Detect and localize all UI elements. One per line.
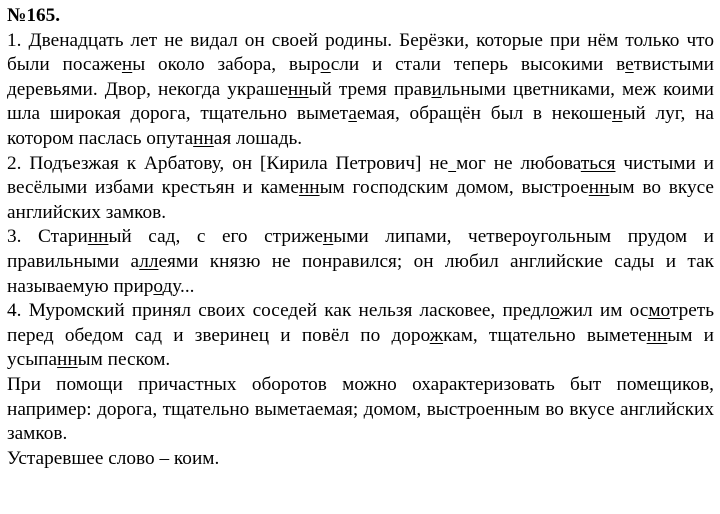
underlined-letters: нн	[87, 226, 109, 248]
text-segment: ым господским домом, выстрое	[319, 177, 589, 199]
text-segment: мог не любова	[456, 152, 581, 174]
text-segment: При помощи причастных оборотов можно охарактеризовать быт помещиков, например: дорога, тщательно выметаемая; домом, выстроенным во вкусе английских замков.	[7, 373, 714, 445]
text-segment: чистыми и весёлыми избами крестьян и каме	[7, 152, 714, 199]
paragraph-3	[7, 225, 714, 299]
text-segment: льными цветниками, меж коими шла широкая дорога, тщательно вымет	[7, 78, 715, 125]
underlined-letters: нн	[193, 127, 214, 149]
text-segment: твистыми деревьями. Двор, некогда украше	[7, 54, 714, 100]
text-segment: ым и усыпа	[7, 324, 714, 371]
underlined-letters: ться	[580, 152, 616, 174]
text-segment: ым песком.	[77, 349, 171, 371]
text-segment: ы около забора, выр	[132, 54, 321, 76]
underlined-letters: о	[153, 275, 163, 297]
text-segment: ый сад, с его стриже	[108, 226, 323, 248]
underlined-letters: нн	[57, 349, 78, 371]
text-segment: еями князю не понравился; он любил английские сады и так называемую прир	[7, 250, 714, 297]
text-segment: жил им ос	[559, 300, 649, 322]
underlined-letters: е	[625, 54, 634, 76]
exercise-number: №165.	[7, 5, 61, 26]
text-segment: ду...	[162, 275, 195, 297]
text-segment: ая лошадь.	[213, 127, 303, 149]
underlined-letters: нн	[287, 78, 309, 100]
paragraph-2	[7, 152, 714, 226]
text-segment: 3. Стари	[7, 226, 88, 248]
underlined-letters	[448, 153, 456, 174]
underlined-letters: о	[320, 54, 331, 76]
text-segment: 1. Двенадцать лет не видал он своей родины. Берёзки, которые при нём только что были посаже	[7, 29, 714, 76]
text-segment: ым во вкусе английских замков.	[7, 177, 714, 223]
underlined-letters: нн	[588, 177, 610, 199]
underlined-letters: а	[348, 103, 357, 125]
underlined-letters: мо	[648, 300, 670, 322]
exercise-text	[7, 29, 714, 472]
text-segment: 4. Муромский принял своих соседей как нельзя ласковее, предл	[7, 300, 551, 322]
underlined-letters: ж	[429, 324, 444, 346]
underlined-letters: лл	[139, 250, 159, 272]
paragraph-6	[7, 447, 714, 472]
text-segment: ыми липами, четвероугольным прудом и правильными а	[7, 226, 714, 272]
underlined-letters: нн	[646, 324, 668, 346]
underlined-letters: и	[431, 78, 442, 100]
underlined-letters: н	[612, 103, 623, 125]
text-segment: емая, обращён был в некоше	[356, 103, 613, 125]
text-segment: ый тремя прав	[308, 78, 432, 100]
text-segment: 2. Подъезжая к Арбатову, он [Кирила Петрович] не	[7, 152, 449, 174]
paragraph-4	[7, 299, 714, 373]
text-segment: сли и стали теперь высокими в	[330, 54, 626, 76]
paragraph-5	[7, 373, 714, 447]
underlined-letters: о	[550, 300, 560, 322]
underlined-letters: н	[322, 226, 334, 248]
text-segment: кам, тщательно вымете	[443, 324, 647, 346]
underlined-letters: нн	[298, 177, 320, 199]
text-segment: треть перед обедом сад и зверинец и повёл по доро	[7, 300, 714, 346]
text-segment: Устаревшее слово – коим.	[7, 447, 220, 469]
underlined-letters: н	[121, 54, 133, 76]
paragraph-1	[7, 29, 714, 152]
text-segment: ый луг, на котором паслась опута	[7, 103, 714, 149]
